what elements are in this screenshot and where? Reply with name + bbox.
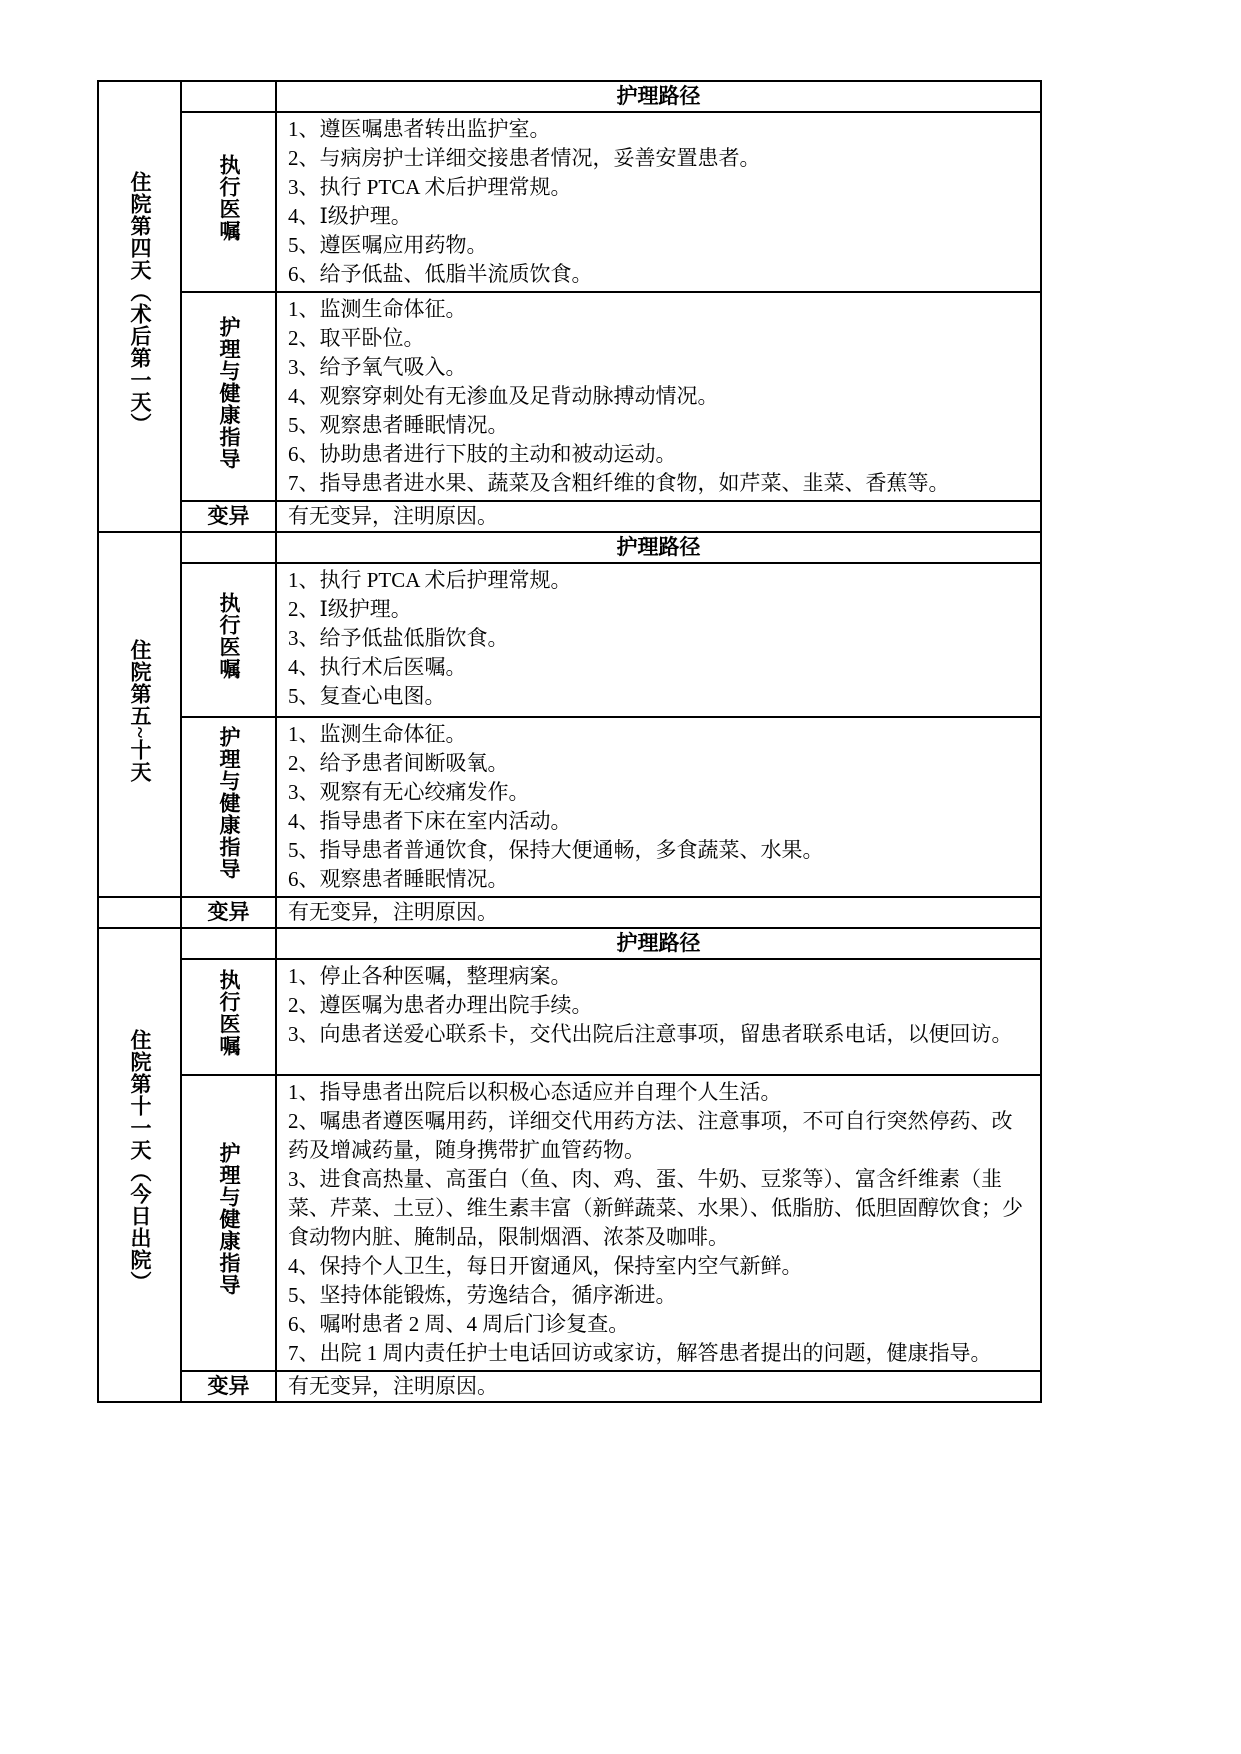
day-label: 住院第十一天（今日出院） — [128, 1029, 152, 1293]
section-hospital-day-5-10 — [98, 532, 1041, 928]
list-item: 1、监测生命体征。 — [288, 722, 467, 746]
list-item: 5、指导患者普通饮食，保持大便通畅，多食蔬菜、水果。 — [288, 838, 824, 862]
orders-list — [276, 112, 1041, 292]
list-item: 4、保持个人卫生，每日开窗通风，保持室内空气新鲜。 — [288, 1254, 803, 1278]
spacer-cell — [181, 81, 276, 112]
guidance-label-cell — [181, 717, 276, 897]
list-item: 1、停止各种医嘱，整理病案。 — [288, 964, 572, 988]
variation-label: 变异 — [181, 501, 276, 532]
list-item: 2、与病房护士详细交接患者情况，妥善安置患者。 — [288, 146, 761, 170]
guidance-label-cell — [181, 1075, 276, 1371]
orders-list — [276, 959, 1041, 1075]
list-item: 6、观察患者睡眠情况。 — [288, 867, 509, 891]
pathway-header: 护理路径 — [276, 532, 1041, 563]
day-label-cell — [98, 81, 181, 532]
list-item: 5、遵医嘱应用药物。 — [288, 233, 488, 257]
spacer-cell — [181, 928, 276, 959]
variation-label: 变异 — [181, 897, 276, 928]
list-item: 3、进食高热量、高蛋白（鱼、肉、鸡、蛋、牛奶、豆浆等）、富含纤维素（韭菜、芹菜、土豆）、维生素丰富（新鲜蔬菜、水果）、低脂肪、低胆固醇饮食；少食动物内脏、腌制品，限制烟酒、浓茶及咖啡。 — [288, 1167, 1023, 1249]
orders-label: 执行医嘱 — [217, 592, 241, 680]
orders-label-cell — [181, 959, 276, 1075]
list-item: 2、给予患者间断吸氧。 — [288, 751, 509, 775]
list-item: 2、遵医嘱为患者办理出院手续。 — [288, 993, 593, 1017]
day-label: 住院第四天（术后第一天） — [128, 170, 152, 435]
variation-text: 有无变异，注明原因。 — [276, 897, 1041, 928]
list-item: 1、执行 PTCA 术后护理常规。 — [288, 568, 572, 592]
orders-list — [276, 563, 1041, 717]
list-item: 3、执行 PTCA 术后护理常规。 — [288, 175, 572, 199]
day-label: 住院第五~十天 — [128, 638, 152, 783]
list-item: 2、Ⅰ级护理。 — [288, 597, 412, 621]
variation-text: 有无变异，注明原因。 — [276, 501, 1041, 532]
spacer-cell — [98, 897, 181, 928]
orders-label-cell — [181, 563, 276, 717]
list-item: 4、Ⅰ级护理。 — [288, 204, 412, 228]
orders-label: 执行医嘱 — [217, 154, 241, 242]
guidance-list — [276, 292, 1041, 501]
section-hospital-day-11 — [98, 928, 1041, 1402]
spacer-cell — [181, 532, 276, 563]
list-item: 7、出院 1 周内责任护士电话回访或家访，解答患者提出的问题，健康指导。 — [288, 1341, 992, 1365]
list-item: 5、观察患者睡眠情况。 — [288, 413, 509, 437]
day-label-cell — [98, 532, 181, 897]
list-item: 6、协助患者进行下肢的主动和被动运动。 — [288, 442, 677, 466]
pathway-header: 护理路径 — [276, 928, 1041, 959]
list-item: 7、指导患者进水果、蔬菜及含粗纤维的食物，如芹菜、韭菜、香蕉等。 — [288, 471, 950, 495]
list-item: 6、嘱咐患者 2 周、4 周后门诊复查。 — [288, 1312, 630, 1336]
care-pathway-table — [97, 80, 1042, 1403]
list-item: 1、指导患者出院后以积极心态适应并自理个人生活。 — [288, 1080, 782, 1104]
list-item: 5、坚持体能锻炼，劳逸结合，循序渐进。 — [288, 1283, 677, 1307]
list-item: 2、取平卧位。 — [288, 326, 425, 350]
list-item: 2、嘱患者遵医嘱用药，详细交代用药方法、注意事项，不可自行突然停药、改药及增减药量，随身携带扩血管药物。 — [288, 1109, 1013, 1162]
guidance-label-cell — [181, 292, 276, 501]
orders-label: 执行医嘱 — [217, 969, 241, 1057]
guidance-label: 护理与健康指导 — [217, 315, 241, 470]
list-item: 4、指导患者下床在室内活动。 — [288, 809, 572, 833]
list-item: 4、执行术后医嘱。 — [288, 655, 467, 679]
guidance-label: 护理与健康指导 — [217, 1142, 241, 1296]
list-item: 3、观察有无心绞痛发作。 — [288, 780, 530, 804]
orders-label-cell — [181, 112, 276, 292]
variation-label: 变异 — [181, 1371, 276, 1402]
guidance-label: 护理与健康指导 — [217, 726, 241, 880]
list-item: 3、给予氧气吸入。 — [288, 355, 467, 379]
list-item: 1、监测生命体征。 — [288, 297, 467, 321]
guidance-list — [276, 717, 1041, 897]
list-item: 1、遵医嘱患者转出监护室。 — [288, 117, 551, 141]
variation-text: 有无变异，注明原因。 — [276, 1371, 1041, 1402]
list-item: 5、复查心电图。 — [288, 684, 446, 708]
list-item: 4、观察穿刺处有无渗血及足背动脉搏动情况。 — [288, 384, 719, 408]
list-item: 3、向患者送爱心联系卡，交代出院后注意事项，留患者联系电话，以便回访。 — [288, 1022, 1013, 1046]
list-item: 6、给予低盐、低脂半流质饮食。 — [288, 262, 593, 286]
list-item: 3、给予低盐低脂饮食。 — [288, 626, 509, 650]
guidance-list — [276, 1075, 1041, 1371]
day-label-cell — [98, 928, 181, 1402]
section-hospital-day-4 — [98, 81, 1041, 532]
pathway-header: 护理路径 — [276, 81, 1041, 112]
